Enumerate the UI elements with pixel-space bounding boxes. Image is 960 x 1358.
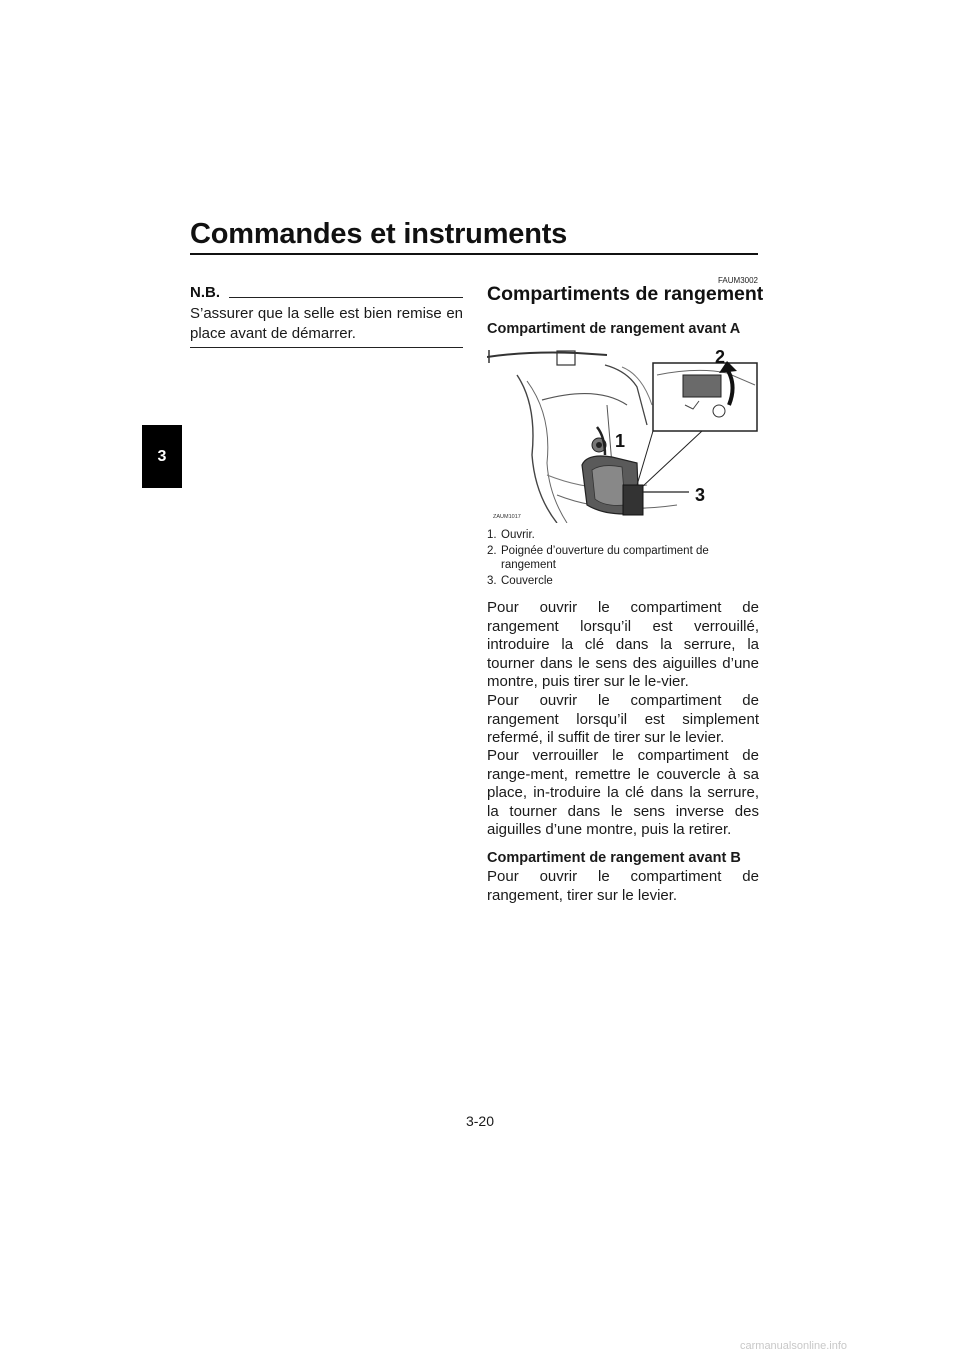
paragraph-open: Pour ouvrir le compartiment de rangement lorsqu’il est simplement refermé, il suffit de tirer sur le levier. <box>487 692 759 747</box>
callout-2: 2 <box>715 347 726 367</box>
caption-item <box>487 544 759 573</box>
note-text: S’assurer que la selle est bien remise en place avant de démarrer. <box>190 305 463 342</box>
note-title: N.B. <box>190 284 220 301</box>
note-rule-bottom <box>190 347 463 348</box>
chapter-tab: 3 <box>142 425 182 488</box>
caption-text: Poignée d’ouverture du compartiment de rangement <box>501 544 709 571</box>
figure-captions <box>487 528 759 589</box>
paragraph-unlock: Pour ouvrir le compartiment de rangement lorsqu’il est verrouillé, introduire la clé dans la serrure, la tourner dans le sens des aiguilles d’une montre, puis tirer sur le le-vier. <box>487 599 759 691</box>
section-title: Compartiments de rangement <box>487 283 764 305</box>
callout-3: 3 <box>695 485 706 505</box>
section-code: FAUM3002 <box>717 276 758 285</box>
caption-item <box>487 528 759 543</box>
figure-code: ZAUM1017 <box>493 514 521 520</box>
subsection-b-title: Compartiment de rangement avant B <box>487 850 741 866</box>
paragraph-b: Pour ouvrir le compartiment de rangement, tirer sur le levier. <box>487 868 759 904</box>
caption-number: 1. <box>487 529 497 541</box>
note-rule-top <box>229 297 463 298</box>
page-number: 3-20 <box>465 1113 495 1129</box>
watermark: carmanualsonline.info <box>740 1340 848 1352</box>
caption-number: 2. <box>487 544 497 557</box>
header-rule <box>190 253 758 255</box>
paragraph-lock: Pour verrouiller le compartiment de range-ment, remettre le couvercle à sa place, in-troduire la clé dans la serrure, la tourner dans le sens inverse des aiguilles d’une montre, puis la retirer. <box>487 747 759 839</box>
storage-compartment-illustration <box>487 345 759 523</box>
callout-1: 1 <box>615 431 626 451</box>
caption-text: Couvercle <box>501 574 553 587</box>
caption-item <box>487 574 759 589</box>
page-header-title: Commandes et instruments <box>190 218 568 250</box>
caption-number: 3. <box>487 574 497 587</box>
caption-text: Ouvrir. <box>501 529 535 541</box>
subsection-a-title: Compartiment de rangement avant A <box>487 321 741 337</box>
